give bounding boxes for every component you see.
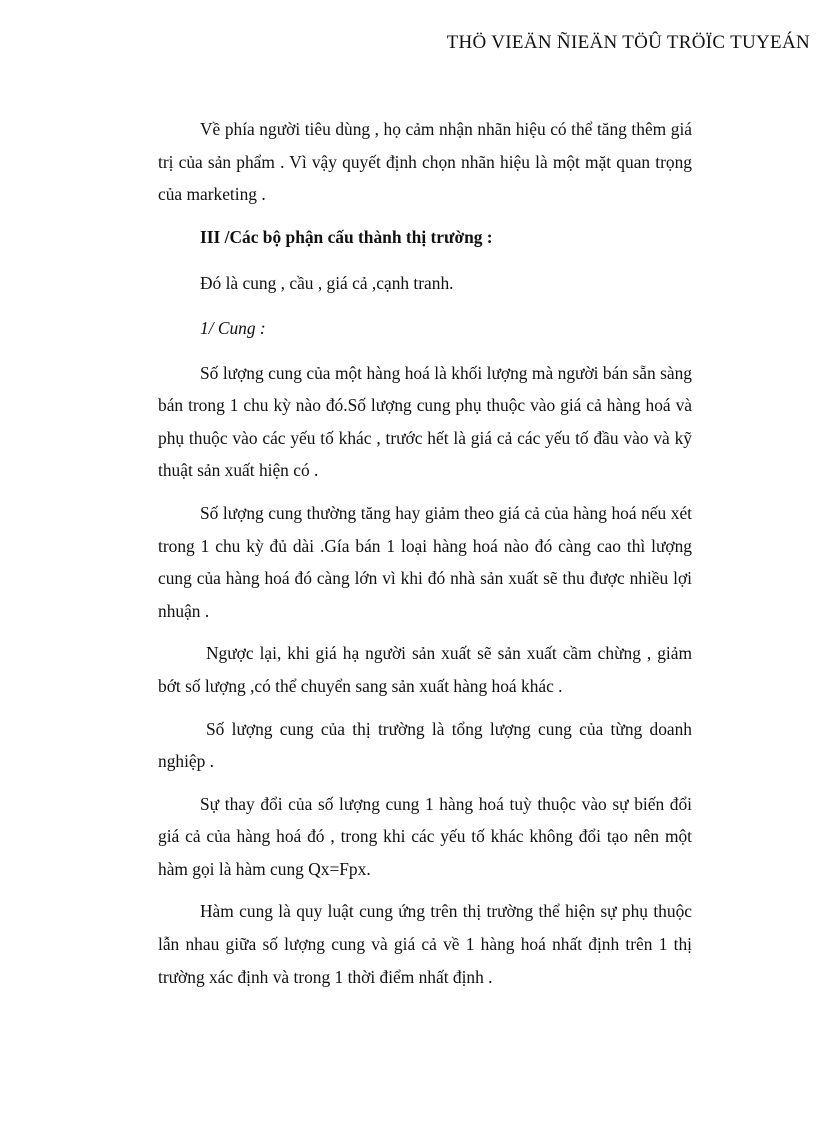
paragraph-supply-function: Sự thay đổi của số lượng cung 1 hàng hoá tuỳ thuộc vào sự biến đổi giá cả của hàng hoá đó , trong khi các yếu tố khác không đổi tạo nên một hàm gọi là hàm cung Qx=Fpx. xyxy=(158,793,692,879)
paragraph-supply-price: Số lượng cung thường tăng hay giảm theo giá cả của hàng hoá nếu xét trong 1 chu kỳ đủ dài .Gía bán 1 loại hàng hoá nào đó càng cao thì lượng cung của hàng hoá đó càng lớn vì khi đó nhà sản xuất sẽ thu được nhiều lợi nhuận . xyxy=(158,502,692,621)
body-text xyxy=(158,113,692,1003)
running-header: THÖ VIEÄN ÑIEÄN TÖÛ TRÖÏC TUYEÁN xyxy=(446,32,810,53)
paragraph-market-supply: Số lượng cung của thị trường là tổng lượng cung của từng doanh nghiệp . xyxy=(158,718,692,772)
paragraph-market-elements: Đó là cung , cầu , giá cả ,cạnh tranh. xyxy=(200,273,454,294)
paragraph-price-decrease: Ngược lại, khi giá hạ người sản xuất sẽ sản xuất cầm chừng , giảm bớt số lượng ,có thể chuyển sang sản xuất hàng hoá khác . xyxy=(158,643,692,696)
paragraph-supply-definition: Số lượng cung của một hàng hoá là khối lượng mà người bán sẵn sàng bán trong 1 chu kỳ nào đó.Số lượng cung phụ thuộc vào giá cả hàng hoá và phụ thuộc vào các yếu tố khác , trước hết là giá cả các yếu tố đầu vào và kỹ thuật sản xuất hiện có . xyxy=(158,362,692,481)
section-heading-market-components: III /Các bộ phận cấu thành thị trường : xyxy=(200,226,493,247)
paragraph-supply-law: Hàm cung là quy luật cung ứng trên thị trường thể hiện sự phụ thuộc lẫn nhau giữa số lượng cung và giá cả về 1 hàng hoá nhất định trên 1 thị trường xác định và trong 1 thời điểm nhất định . xyxy=(158,901,692,987)
paragraph-consumer-brand: Về phía người tiêu dùng , họ cảm nhận nhãn hiệu có thể tăng thêm giá trị của sản phẩm . Vì vậy quyết định chọn nhãn hiệu là một mặt quan trọng của marketing . xyxy=(158,119,692,205)
subsection-heading-supply: 1/ Cung : xyxy=(200,317,266,338)
